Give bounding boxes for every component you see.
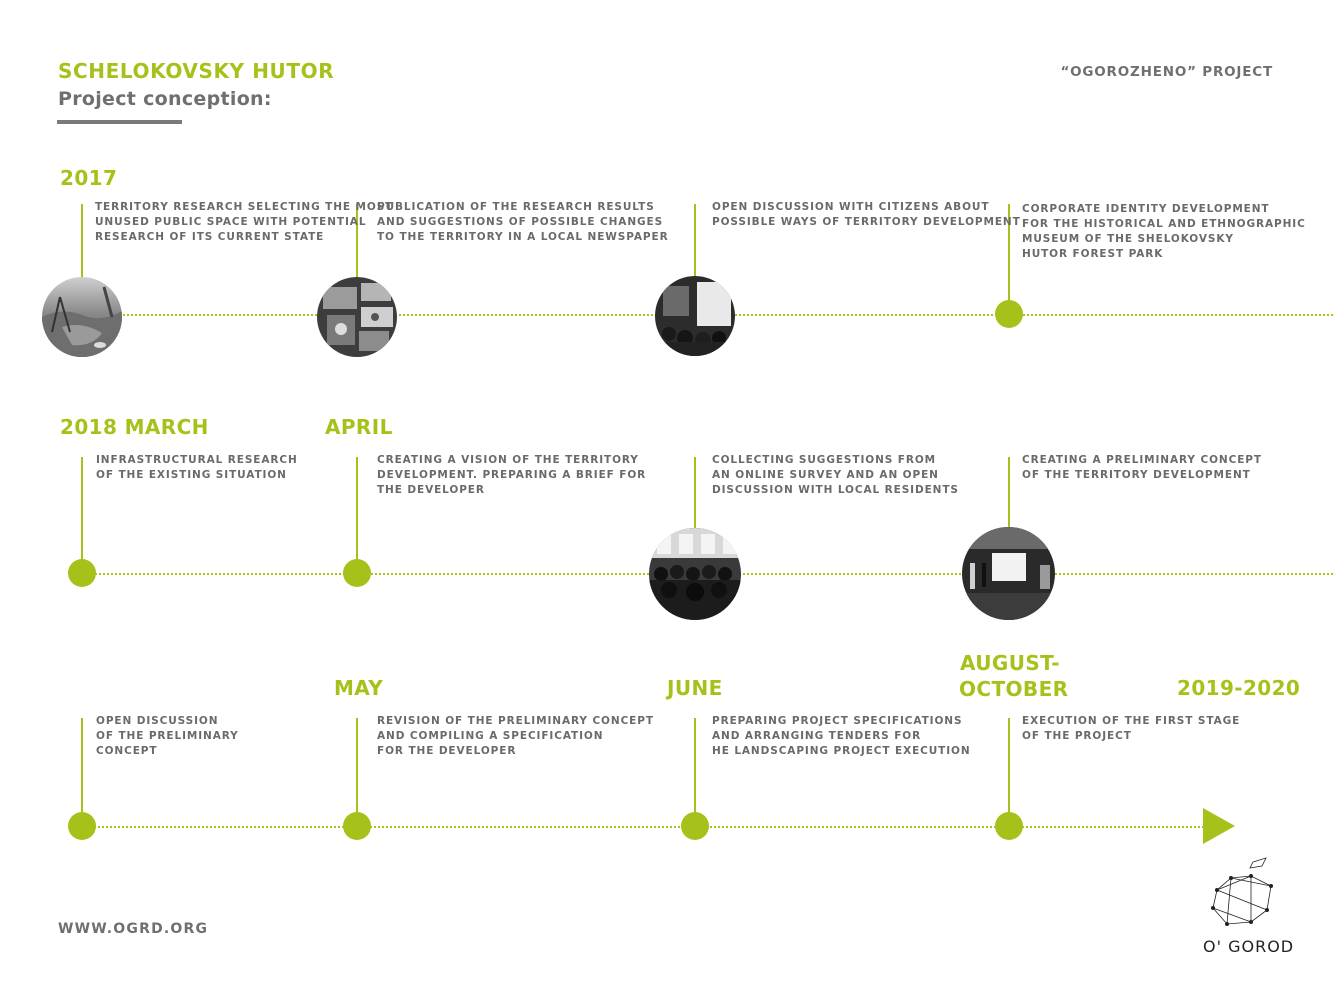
connector (81, 204, 83, 280)
connector (81, 718, 83, 814)
connector (694, 204, 696, 280)
milestone-description: INFRASTRUCTURAL RESEARCH OF THE EXISTING SITUATION (96, 454, 298, 481)
row-label-june: JUNE (667, 676, 723, 700)
milestone-photo-newspaper (317, 277, 397, 357)
row-label-2019-2020: 2019-2020 (1177, 676, 1301, 700)
timeline-line-3 (82, 826, 1212, 828)
timeline-dot (343, 812, 371, 840)
logo-wordmark: O' GOROD (1203, 937, 1295, 956)
timeline-dot (343, 559, 371, 587)
milestone-description: TERRITORY RESEARCH SELECTING THE MOST UNUSED PUBLIC SPACE WITH POTENTIAL RESEARCH OF ITS CURRENT STATE (95, 201, 394, 243)
timeline-dot (68, 559, 96, 587)
connector (694, 457, 696, 531)
row-label-2017: 2017 (60, 166, 118, 190)
milestone-photo-discussion (655, 276, 735, 356)
connector (1008, 718, 1010, 814)
timeline-dot (68, 812, 96, 840)
milestone-description: CREATING A PRELIMINARY CONCEPT OF THE TERRITORY DEVELOPMENT (1022, 454, 1262, 481)
connector (356, 718, 358, 814)
milestone-description: EXECUTION OF THE FIRST STAGE OF THE PROJECT (1022, 715, 1241, 742)
milestone-description: PREPARING PROJECT SPECIFICATIONS AND ARRANGING TENDERS FOR HE LANDSCAPING PROJECT EXECUTION (712, 715, 971, 757)
milestone-description: REVISION OF THE PRELIMINARY CONCEPT AND COMPILING A SPECIFICATION FOR THE DEVELOPER (377, 715, 654, 757)
milestone-description: OPEN DISCUSSION WITH CITIZENS ABOUT POSSIBLE WAYS OF TERRITORY DEVELOPMENT (712, 201, 1021, 228)
row-label-august-october: AUGUST- OCTOBER (959, 651, 1069, 701)
arrow-right-icon (1203, 808, 1237, 844)
website-link[interactable]: WWW.OGRD.ORG (58, 921, 209, 937)
row-label-april: APRIL (325, 415, 393, 439)
connector (81, 457, 83, 561)
timeline-dot (681, 812, 709, 840)
milestone-photo-park (42, 277, 122, 357)
connector (1008, 457, 1010, 531)
milestone-description: CREATING A VISION OF THE TERRITORY DEVELOPMENT. PREPARING A BRIEF FOR THE DEVELOPER (377, 454, 647, 496)
page-title: SCHELOKOVSKY HUTOR (58, 59, 335, 83)
connector (356, 457, 358, 561)
row-label-2018-march: 2018 MARCH (60, 415, 209, 439)
row-label-may: MAY (334, 676, 384, 700)
connector (694, 718, 696, 814)
project-name: “OGOROZHENO” PROJECT (1060, 64, 1273, 80)
milestone-description: OPEN DISCUSSION OF THE PRELIMINARY CONCEPT (96, 715, 239, 757)
title-underline (57, 120, 182, 124)
milestone-description: PUBLICATION OF THE RESEARCH RESULTS AND SUGGESTIONS OF POSSIBLE CHANGES TO THE TERRITORY IN A LOCAL NEWSPAPER (377, 201, 669, 243)
logo-icon (1205, 856, 1283, 934)
timeline-dot (995, 300, 1023, 328)
milestone-photo-presentation (962, 527, 1055, 620)
milestone-description: CORPORATE IDENTITY DEVELOPMENT FOR THE HISTORICAL AND ETHNOGRAPHIC MUSEUM OF THE SHELOKOVSKY HUTOR FOREST PARK (1022, 203, 1306, 260)
milestone-description: COLLECTING SUGGESTIONS FROM AN ONLINE SURVEY AND AN OPEN DISCUSSION WITH LOCAL RESIDENTS (712, 454, 959, 496)
milestone-photo-audience (649, 528, 741, 620)
page-subtitle: Project conception: (58, 88, 272, 110)
timeline-dot (995, 812, 1023, 840)
